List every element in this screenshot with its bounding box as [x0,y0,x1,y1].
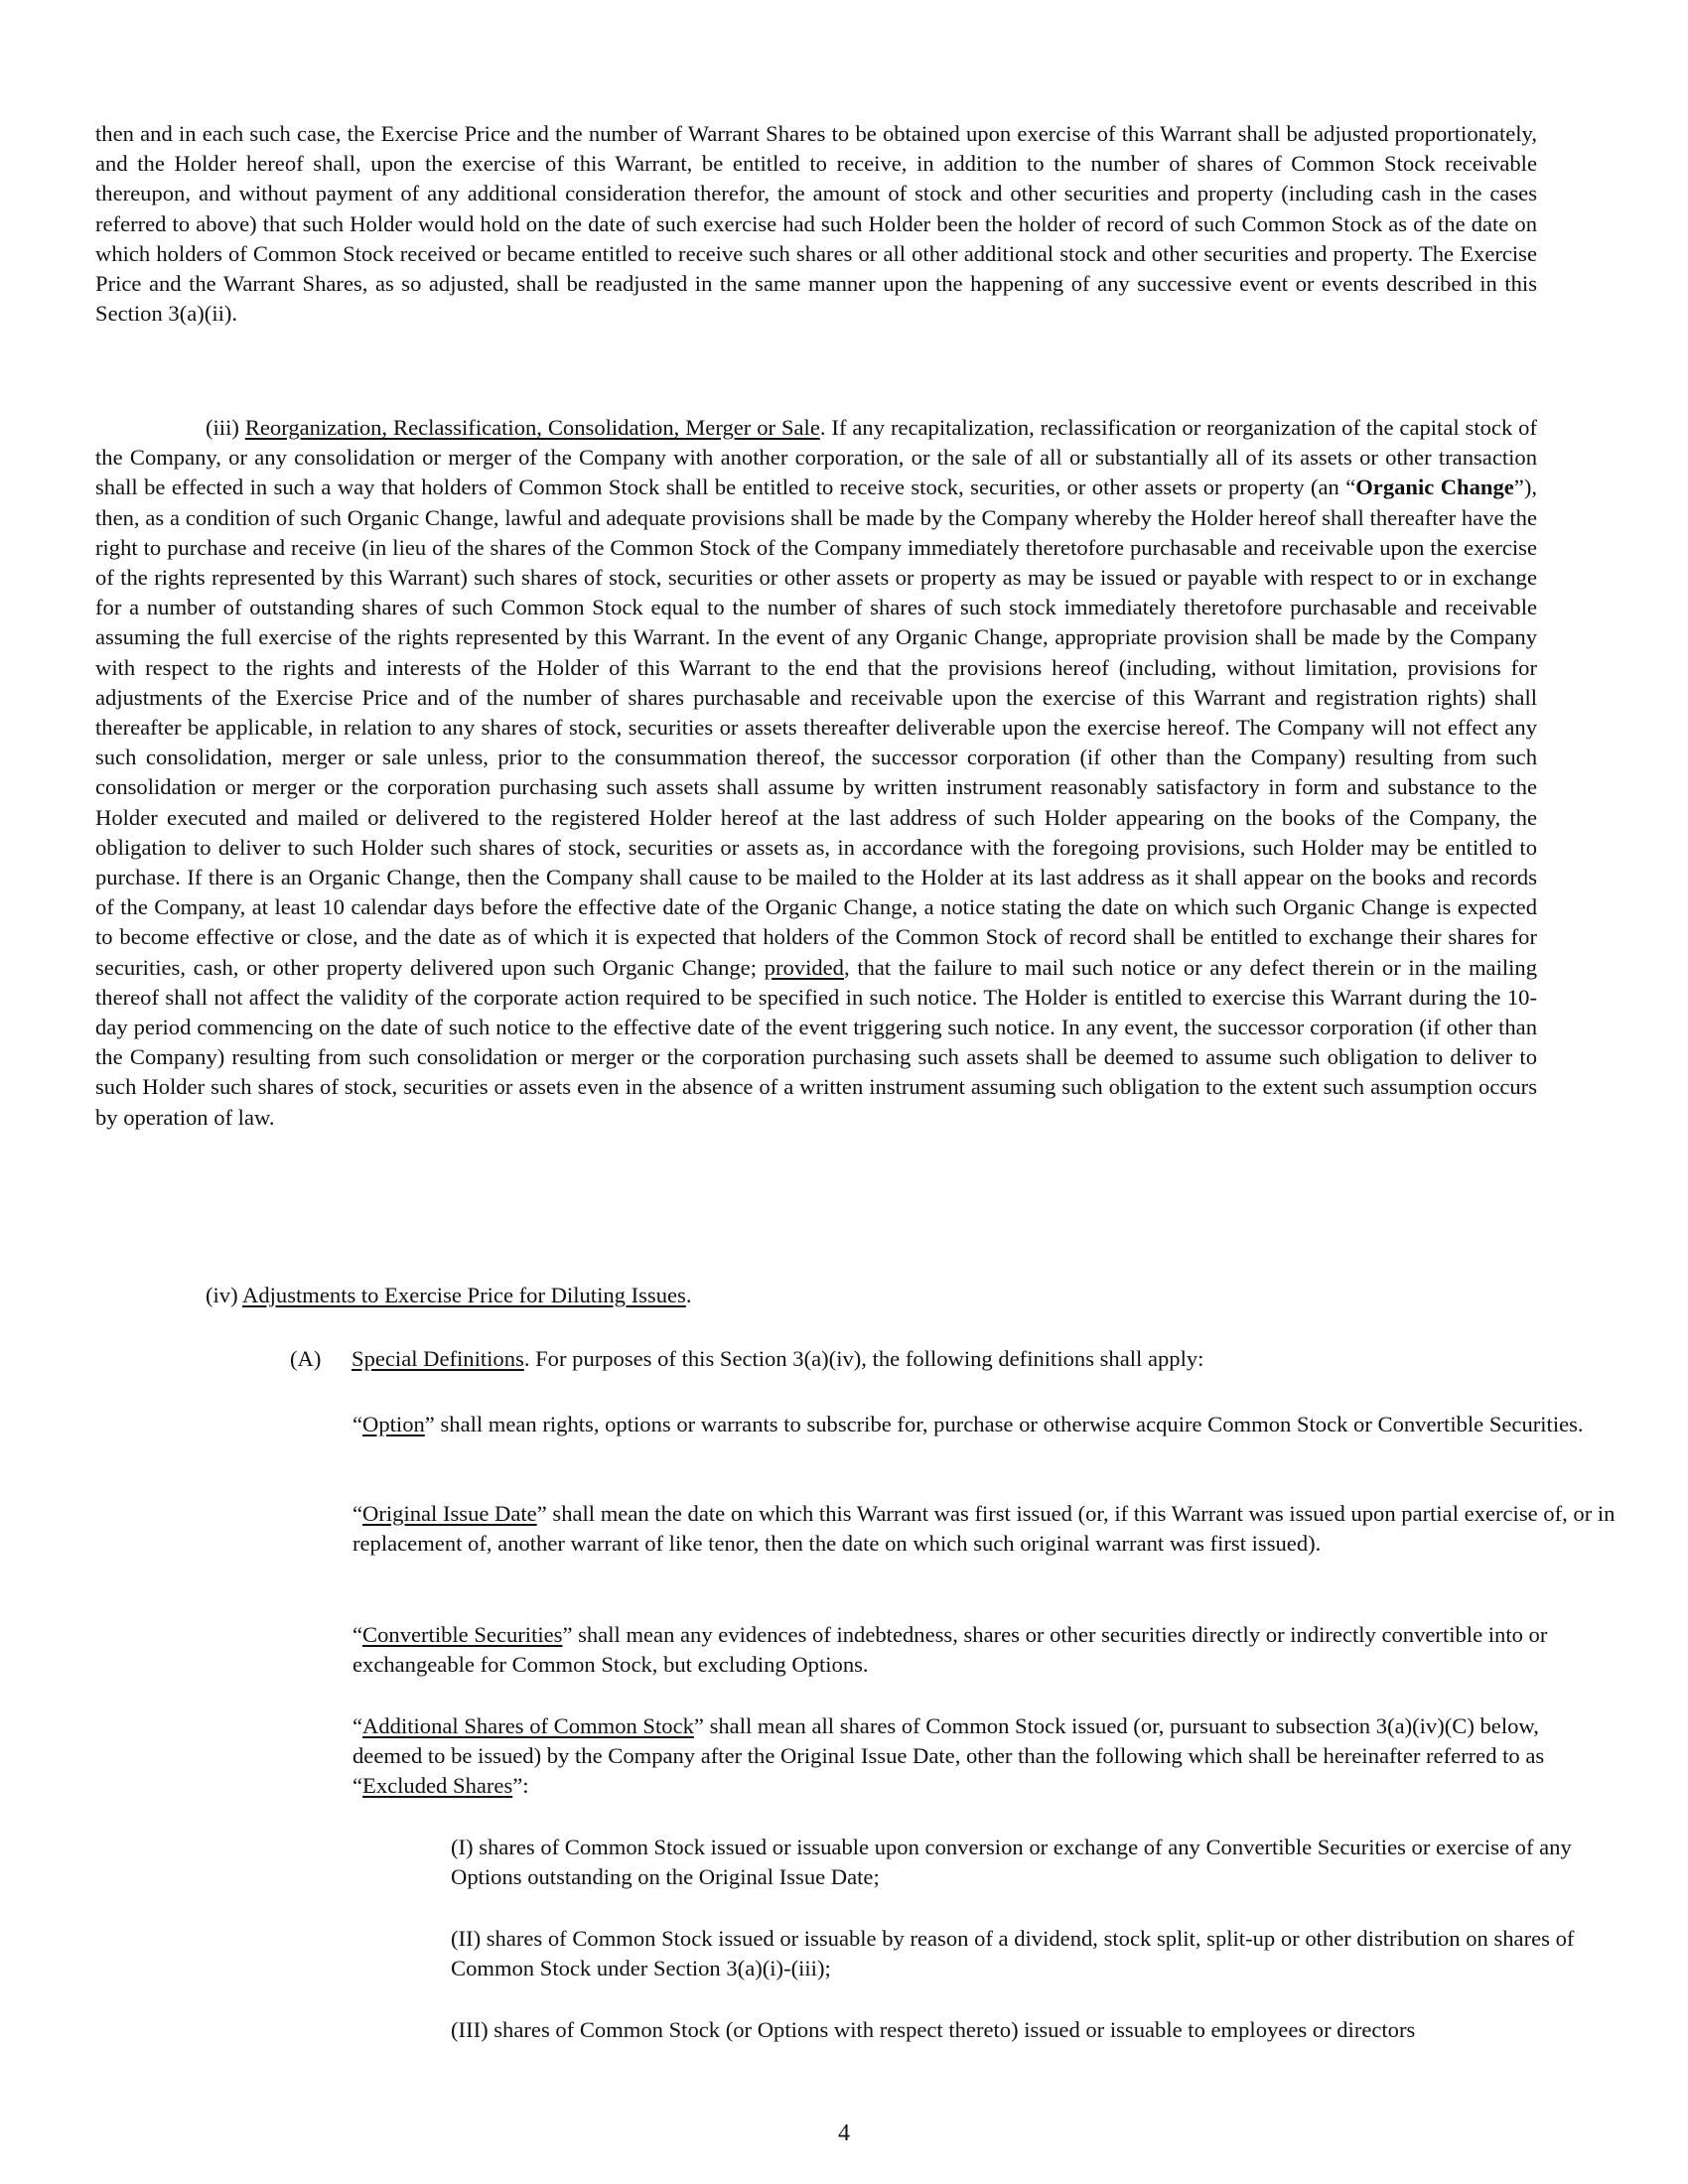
list-item: (III) shares of Common Stock (or Options with respect thereto) issued or issuable to employees or directors [451,2017,1416,2042]
defined-term: Option [362,1412,425,1436]
subsection-heading-a [290,1344,1531,1374]
paragraph-text: . For purposes of this Section 3(a)(iv), the following definitions shall apply: [523,1346,1204,1371]
definition-original-issue-date [352,1499,1618,1559]
emphasis-term: provided [764,954,844,980]
page-number: 4 [838,2120,850,2146]
section-number: (iv) [206,1283,238,1307]
list-item: (II) shares of Common Stock issued or issuable by reason of a dividend, stock split, split-up or other distribution on shares of Common Stock under Section 3(a)(i)-(iii); [451,1926,1575,1981]
quote-mark: “ [352,1622,363,1647]
definition-additional-shares [352,1711,1612,1802]
section-heading: Special Definitions [352,1346,524,1371]
definition-text: ” shall mean the date on which this Warrant was first issued (or, if this Warrant was issued upon partial exercise of, or in replacement of, another warrant of like tenor, then the date on which such original warrant was first issued). [352,1501,1616,1557]
paragraph-text: . If any recapitalization, reclassification or reorganization of the capital stock of the Company, or any consolidation or merger of the Company with another corporation, or the sale of all or substantially all of its assets or other transaction shall be effected in such a way that holders of Common Stock shall be entitled to receive stock, securities, or other assets or property (an “ [95,415,1537,500]
quote-mark: “ [352,1713,363,1738]
quote-mark: “ [352,1501,363,1526]
defined-term: Convertible Securities [362,1622,563,1647]
subsection-heading-iv [206,1281,1496,1310]
defined-term: Organic Change [1355,475,1514,500]
quote-mark: “ [352,1412,363,1436]
list-item: (I) shares of Common Stock issued or issuable upon conversion or exchange of any Convertible Securities or exercise of any Options outstanding on the Original Issue Date; [451,1835,1572,1890]
section-heading: Reorganization, Reclassification, Consolidation, Merger or Sale [244,415,820,440]
subsection-label: (A) [290,1346,322,1371]
paragraph-text: ”), then, as a condition of such Organic Change, lawful and adequate provisions shall be made by the Company whereby the Holder hereof shall thereafter have the right to purchase and receive (in lieu of the shares of the Common Stock of the Company immediately theretofore purchasable and receivable upon the exercise of the rights represented by this Warrant) such shares of stock, securities or other assets or property as may be issued or payable with respect to or in exchange for a number of outstanding shares of such Common Stock equal to the number of shares of such stock immediately theretofore purchasable and receivable assuming the full exercise of the rights represented by this Warrant. In the event of any Organic Change, appropriate provision shall be made by the Company with respect to the rights and interests of the Holder of this Warrant to the end that the provisions hereof (including, without limitation, provisions for adjustments of the Exercise Price and of the number of shares purchasable and receivable upon the exercise of this Warrant and registration rights) shall thereafter be applicable, in relation to any shares of stock, securities or assets thereafter deliverable upon the exercise hereof. The Company will not effect any such consolidation, merger or sale unless, prior to the consummation thereof, the successor corporation (if other than the Company) resulting from such consolidation or merger or the corporation purchasing such assets shall assume by written instrument reasonably satisfactory in form and substance to the Holder executed and mailed or delivered to the registered Holder hereof at the last address of such Holder appearing on the books of the Company, the obligation to deliver to such Holder such shares of stock, securities or assets as, in accordance with the foregoing provisions, such Holder may be entitled to purchase. If there is an Organic Change, then the Company shall cause to be mailed to the Holder at its last address as it shall appear on the books and records of the Company, at least 10 calendar days before the effective date of the Organic Change, a notice stating the date on which such Organic Change is expected to become effective or close, and the date as of which it is expected that holders of the Common Stock of record shall be entitled to exchange their shares for securities, cash, or other property delivered upon such Organic Change; [95,475,1537,980]
paragraph-continuation: then and in each such case, the Exercise Price and the number of Warrant Shares to be obtained upon exercise of this Warrant shall be adjusted proportionately, and the Holder hereof shall, upon the exercise of this Warrant, be entitled to receive, in addition to the number of shares of Common Stock receivable thereupon, and without payment of any additional consideration therefor, the amount of stock and other securities and property (including cash in the cases referred to above) that such Holder would hold on the date of such exercise had such Holder been the holder of record of such Common Stock as of the date on which holders of Common Stock received or became entitled to receive such shares or all other additional stock and other securities and property. The Exercise Price and the Warrant Shares, as so adjusted, shall be readjusted in the same manner upon the happening of any successive event or events described in this Section 3(a)(ii). [95,121,1537,327]
definition-text: ”: [512,1773,529,1799]
heading-period: . [685,1283,692,1307]
definition-text: ” shall mean any evidences of indebtedness, shares or other securities directly or indirectly convertible into or exchangeable for Common Stock, but excluding Options. [352,1622,1548,1678]
section-number: (iii) [206,415,239,440]
section-heading: Adjustments to Exercise Price for Diluting Issues [242,1283,686,1307]
defined-term: Additional Shares of Common Stock [362,1713,694,1738]
defined-term: Original Issue Date [362,1501,537,1526]
definition-convertible-securities [352,1620,1612,1680]
definition-text: ” shall mean all shares of Common Stock issued (or, pursuant to subsection 3(a)(iv)(C) below, deemed to be issued) by the Company after the Original Issue Date, other than the following which shall be hereinafter referred to as “ [352,1713,1545,1799]
definition-text: ” shall mean rights, options or warrants to subscribe for, purchase or otherwise acquire Common Stock or Convertible Securities. [424,1412,1584,1436]
definition-option [352,1410,1612,1439]
defined-term: Excluded Shares [362,1773,513,1799]
paragraph-text: , that the failure to mail such notice or any defect therein or in the mailing thereof shall not affect the validity of the corporate action required to be specified in such notice. The Holder is entitled to exercise this Warrant during the 10-day period commencing on the date of such notice to the effective date of the event triggering such notice. In any event, the successor corporation (if other than the Company) resulting from such consolidation or merger or the corporation purchasing such assets shall be deemed to assume such obligation to deliver to such Holder such shares of stock, securities or assets even in the absence of a written instrument assuming such obligation to the extent such assumption occurs by operation of law. [95,954,1537,1130]
paragraph-organic-change [95,413,1537,1133]
